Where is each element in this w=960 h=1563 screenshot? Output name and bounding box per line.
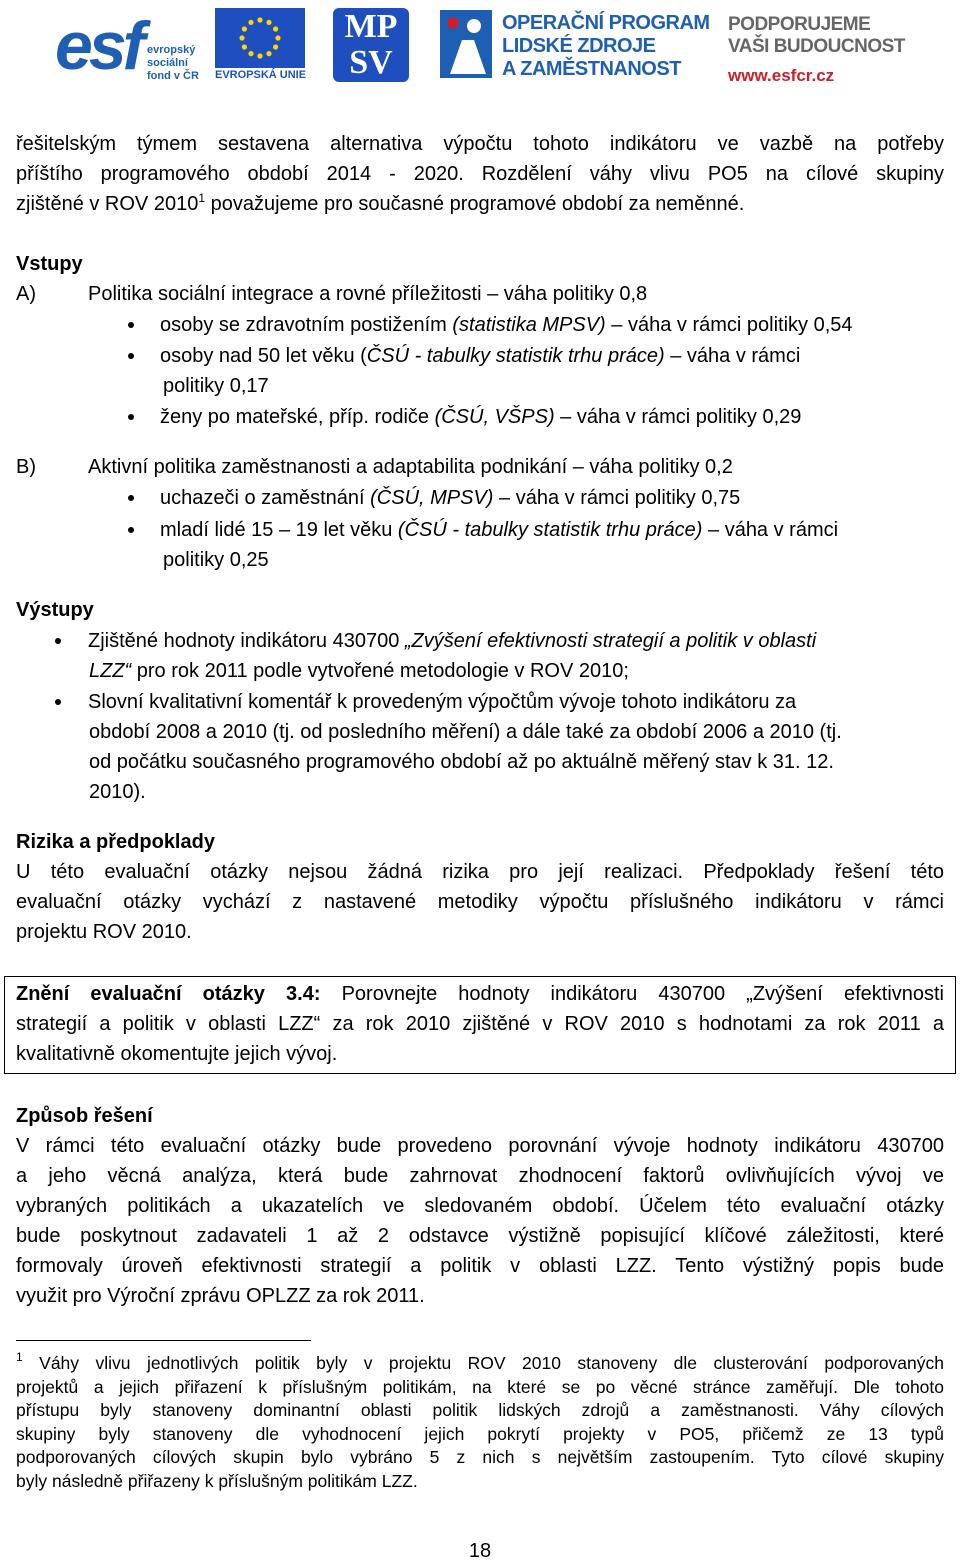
- podporujeme-text: [728, 14, 905, 58]
- list-item: [160, 483, 740, 513]
- item-text: – váha v rámci: [702, 519, 839, 541]
- section-heading-vystupy: Výstupy: [16, 599, 94, 621]
- rizika-line: projektu ROV 2010.: [16, 921, 192, 943]
- footnote-line: projektů a jejich přiřazení k příslušným politikám, na které se po věcné stránce zaměřují. Dle tohoto: [16, 1377, 944, 1397]
- intro-line: řešitelským týmem sestavena alternativa výpočtu tohoto indikátoru ve vazbě na potřeby: [16, 133, 944, 155]
- esf-logo-subtitle: [147, 44, 199, 83]
- question-line: strategií a politik v oblasti LZZ“ za rok 2010 zjištěné v ROV 2010 s hodnotami za rok 2011 a: [16, 1013, 944, 1035]
- output-item-continuation: 2010).: [89, 781, 146, 803]
- mpsv-logo: [333, 6, 409, 82]
- list-item: [160, 402, 801, 432]
- mpsv-logo-bottom: SV: [349, 44, 393, 81]
- policy-b-text: Aktivní politika zaměstnanosti a adaptabilita podnikání – váha politiky 0,2: [88, 456, 733, 478]
- bullet-icon: [55, 638, 61, 644]
- item-text: – váha v rámci: [664, 345, 801, 367]
- zpusob-line: vybraných politikách a ukazatelích ve sledovaném období. Účelem této evaluační otázky: [16, 1195, 944, 1217]
- list-label-b: B): [16, 456, 36, 478]
- section-heading-zpusob: Způsob řešení: [16, 1105, 153, 1127]
- zpusob-line: využit pro Výroční zprávu OPLZZ za rok 2011.: [16, 1285, 425, 1307]
- bullet-icon: [55, 699, 61, 705]
- eu-flag-icon: [215, 8, 305, 68]
- header-logos: [55, 6, 915, 84]
- footnote-line: [16, 1352, 944, 1376]
- footnote-line: skupiny byly stanoveny dle vyhodnocení jejich pokrytí projekty v PO5, přičemž ze 13 typů: [16, 1424, 944, 1444]
- list-item-continuation: politiky 0,17: [163, 375, 269, 397]
- zpusob-line: a jeho věcná analýza, která bude zahrnovat zhodnocení faktorů ovlivňujících vývoj ve: [16, 1165, 944, 1187]
- item-source: (ČSÚ, VŠPS): [434, 406, 555, 428]
- footnote-line: byly následně přiřazeny k příslušným politikám LZZ.: [16, 1471, 418, 1491]
- indicator-name: „Zvýšení efektivnosti strategií a politik v oblasti: [404, 630, 817, 652]
- esf-logo-letters: esf: [55, 8, 142, 84]
- output-item-continuation: období 2008 a 2010 (tj. od posledního měření) a dále také za období 2006 a 2010 (tj.: [89, 721, 842, 743]
- oplzz-line: OPERAČNÍ PROGRAM: [502, 12, 710, 34]
- output-item: Slovní kvalitativní komentář k provedeným výpočtům vývoje tohoto indikátoru za: [88, 691, 797, 713]
- intro-line: [16, 189, 744, 219]
- esf-sub-line: sociální: [147, 57, 188, 69]
- item-text: – váha v rámci politiky 0,54: [605, 314, 853, 336]
- zpusob-line: bude poskytnout zadavateli 1 až 2 odstavce výstižně popisující klíčové záležitosti, které: [16, 1225, 944, 1247]
- intro-text: považujeme pro současné programové období za neměnné.: [205, 193, 745, 215]
- question-line: [16, 979, 944, 1009]
- podporujeme-line: VAŠI BUDOUCNOST: [728, 36, 905, 57]
- item-text: Zjištěné hodnoty indikátoru 430700: [88, 630, 405, 652]
- list-item: [160, 341, 800, 371]
- footnote-text: Váhy vlivu jednotlivých politik byly v projektu ROV 2010 stanoveny dle clusterování podporovaných: [22, 1353, 944, 1373]
- bullet-icon: [128, 527, 134, 533]
- question-line: kvalitativně okomentujte jejich vývoj.: [16, 1043, 338, 1065]
- bullet-icon: [128, 353, 134, 359]
- oplzz-figure-icon: [440, 10, 492, 78]
- list-item: [160, 310, 853, 340]
- output-item-continuation: [89, 656, 629, 686]
- footnote-mark: 1: [16, 1350, 23, 1364]
- item-text: – váha v rámci politiky 0,29: [554, 406, 802, 428]
- list-label-a: A): [16, 283, 36, 305]
- item-source: (statistika MPSV): [452, 314, 606, 336]
- item-text: – váha v rámci politiky 0,75: [493, 487, 741, 509]
- list-item: [160, 515, 838, 545]
- zpusob-line: V rámci této evaluační otázky bude provedeno porovnání vývoje hodnoty indikátoru 430700: [16, 1135, 944, 1157]
- item-source: (ČSÚ, MPSV): [370, 487, 494, 509]
- bullet-icon: [128, 495, 134, 501]
- oplzz-line: LIDSKÉ ZDROJE: [502, 35, 656, 57]
- oplzz-logo-text: [502, 12, 710, 81]
- zpusob-line: formovaly úroveň efektivnosti strategií a politik v oblasti LZZ. Tento výstižný popis bude: [16, 1255, 944, 1277]
- section-heading-vstupy: Vstupy: [16, 253, 83, 275]
- mpsv-logo-top: MP: [344, 8, 398, 45]
- item-source: (ČSÚ - tabulky statistik trhu práce): [397, 519, 703, 541]
- question-label: Znění evaluační otázky 3.4:: [16, 983, 321, 1005]
- esfcr-url: www.esfcr.cz: [728, 66, 835, 85]
- list-item-continuation: politiky 0,25: [163, 549, 269, 571]
- question-text: Porovnejte hodnoty indikátoru 430700 „Zvýšení efektivnosti: [320, 983, 945, 1005]
- esf-sub-line: evropský: [147, 44, 196, 56]
- bullet-icon: [128, 414, 134, 420]
- output-item: [88, 626, 816, 656]
- bullet-icon: [128, 322, 134, 328]
- oplzz-logo: [440, 6, 715, 84]
- eu-logo: [215, 6, 305, 84]
- podporujeme-logo: [728, 6, 918, 84]
- footnote-line: podporovaných cílových skupin bylo vybráno 5 z nich s největším zastoupením. Tyto cílové skupiny: [16, 1447, 944, 1467]
- item-text: mladí lidé 15 – 19 let věku: [160, 519, 398, 541]
- footnote-rule: [16, 1340, 311, 1341]
- item-text: pro rok 2011 podle vytvořené metodologie v ROV 2010;: [131, 660, 629, 682]
- footnote-line: přístupu byly stanoveny dominantní oblasti politik lidských zdrojů a zaměstnanosti. Váhy cílových: [16, 1400, 944, 1420]
- item-text: osoby se zdravotním postižením: [160, 314, 453, 336]
- output-item-continuation: od počátku současného programového období až po aktuálně měřený stav k 31. 12.: [89, 751, 834, 773]
- item-source: ČSÚ - tabulky statistik trhu práce): [366, 345, 665, 367]
- item-text: osoby nad 50 let věku (: [160, 345, 367, 367]
- rizika-line: U této evaluační otázky nejsou žádná rizika pro její realizaci. Předpoklady řešení této: [16, 861, 944, 883]
- footnote-ref: 1: [198, 191, 206, 205]
- item-text: uchazeči o zaměstnání: [160, 487, 371, 509]
- page-number: 18: [468, 1540, 492, 1562]
- intro-text: zjištěné v ROV 2010: [16, 193, 199, 215]
- oplzz-line: A ZAMĚSTNANOST: [502, 58, 681, 80]
- policy-a-text: Politika sociální integrace a rovné příležitosti – váha politiky 0,8: [88, 283, 648, 305]
- intro-line: příštího programového období 2014 - 2020. Rozdělení váhy vlivu PO5 na cílové skupiny: [16, 163, 944, 185]
- indicator-name: LZZ“: [89, 660, 132, 682]
- rizika-line: evaluační otázky vychází z nastavené metodiky výpočtu příslušného indikátoru v rámci: [16, 891, 944, 913]
- section-heading-rizika: Rizika a předpoklady: [16, 831, 215, 853]
- esf-sub-line: fond v ČR: [147, 70, 199, 82]
- eu-logo-label: EVROPSKÁ UNIE: [215, 69, 307, 81]
- item-text: ženy po mateřské, příp. rodiče: [160, 406, 435, 428]
- esf-logo: [55, 6, 209, 84]
- podporujeme-line: PODPORUJEME: [728, 14, 871, 35]
